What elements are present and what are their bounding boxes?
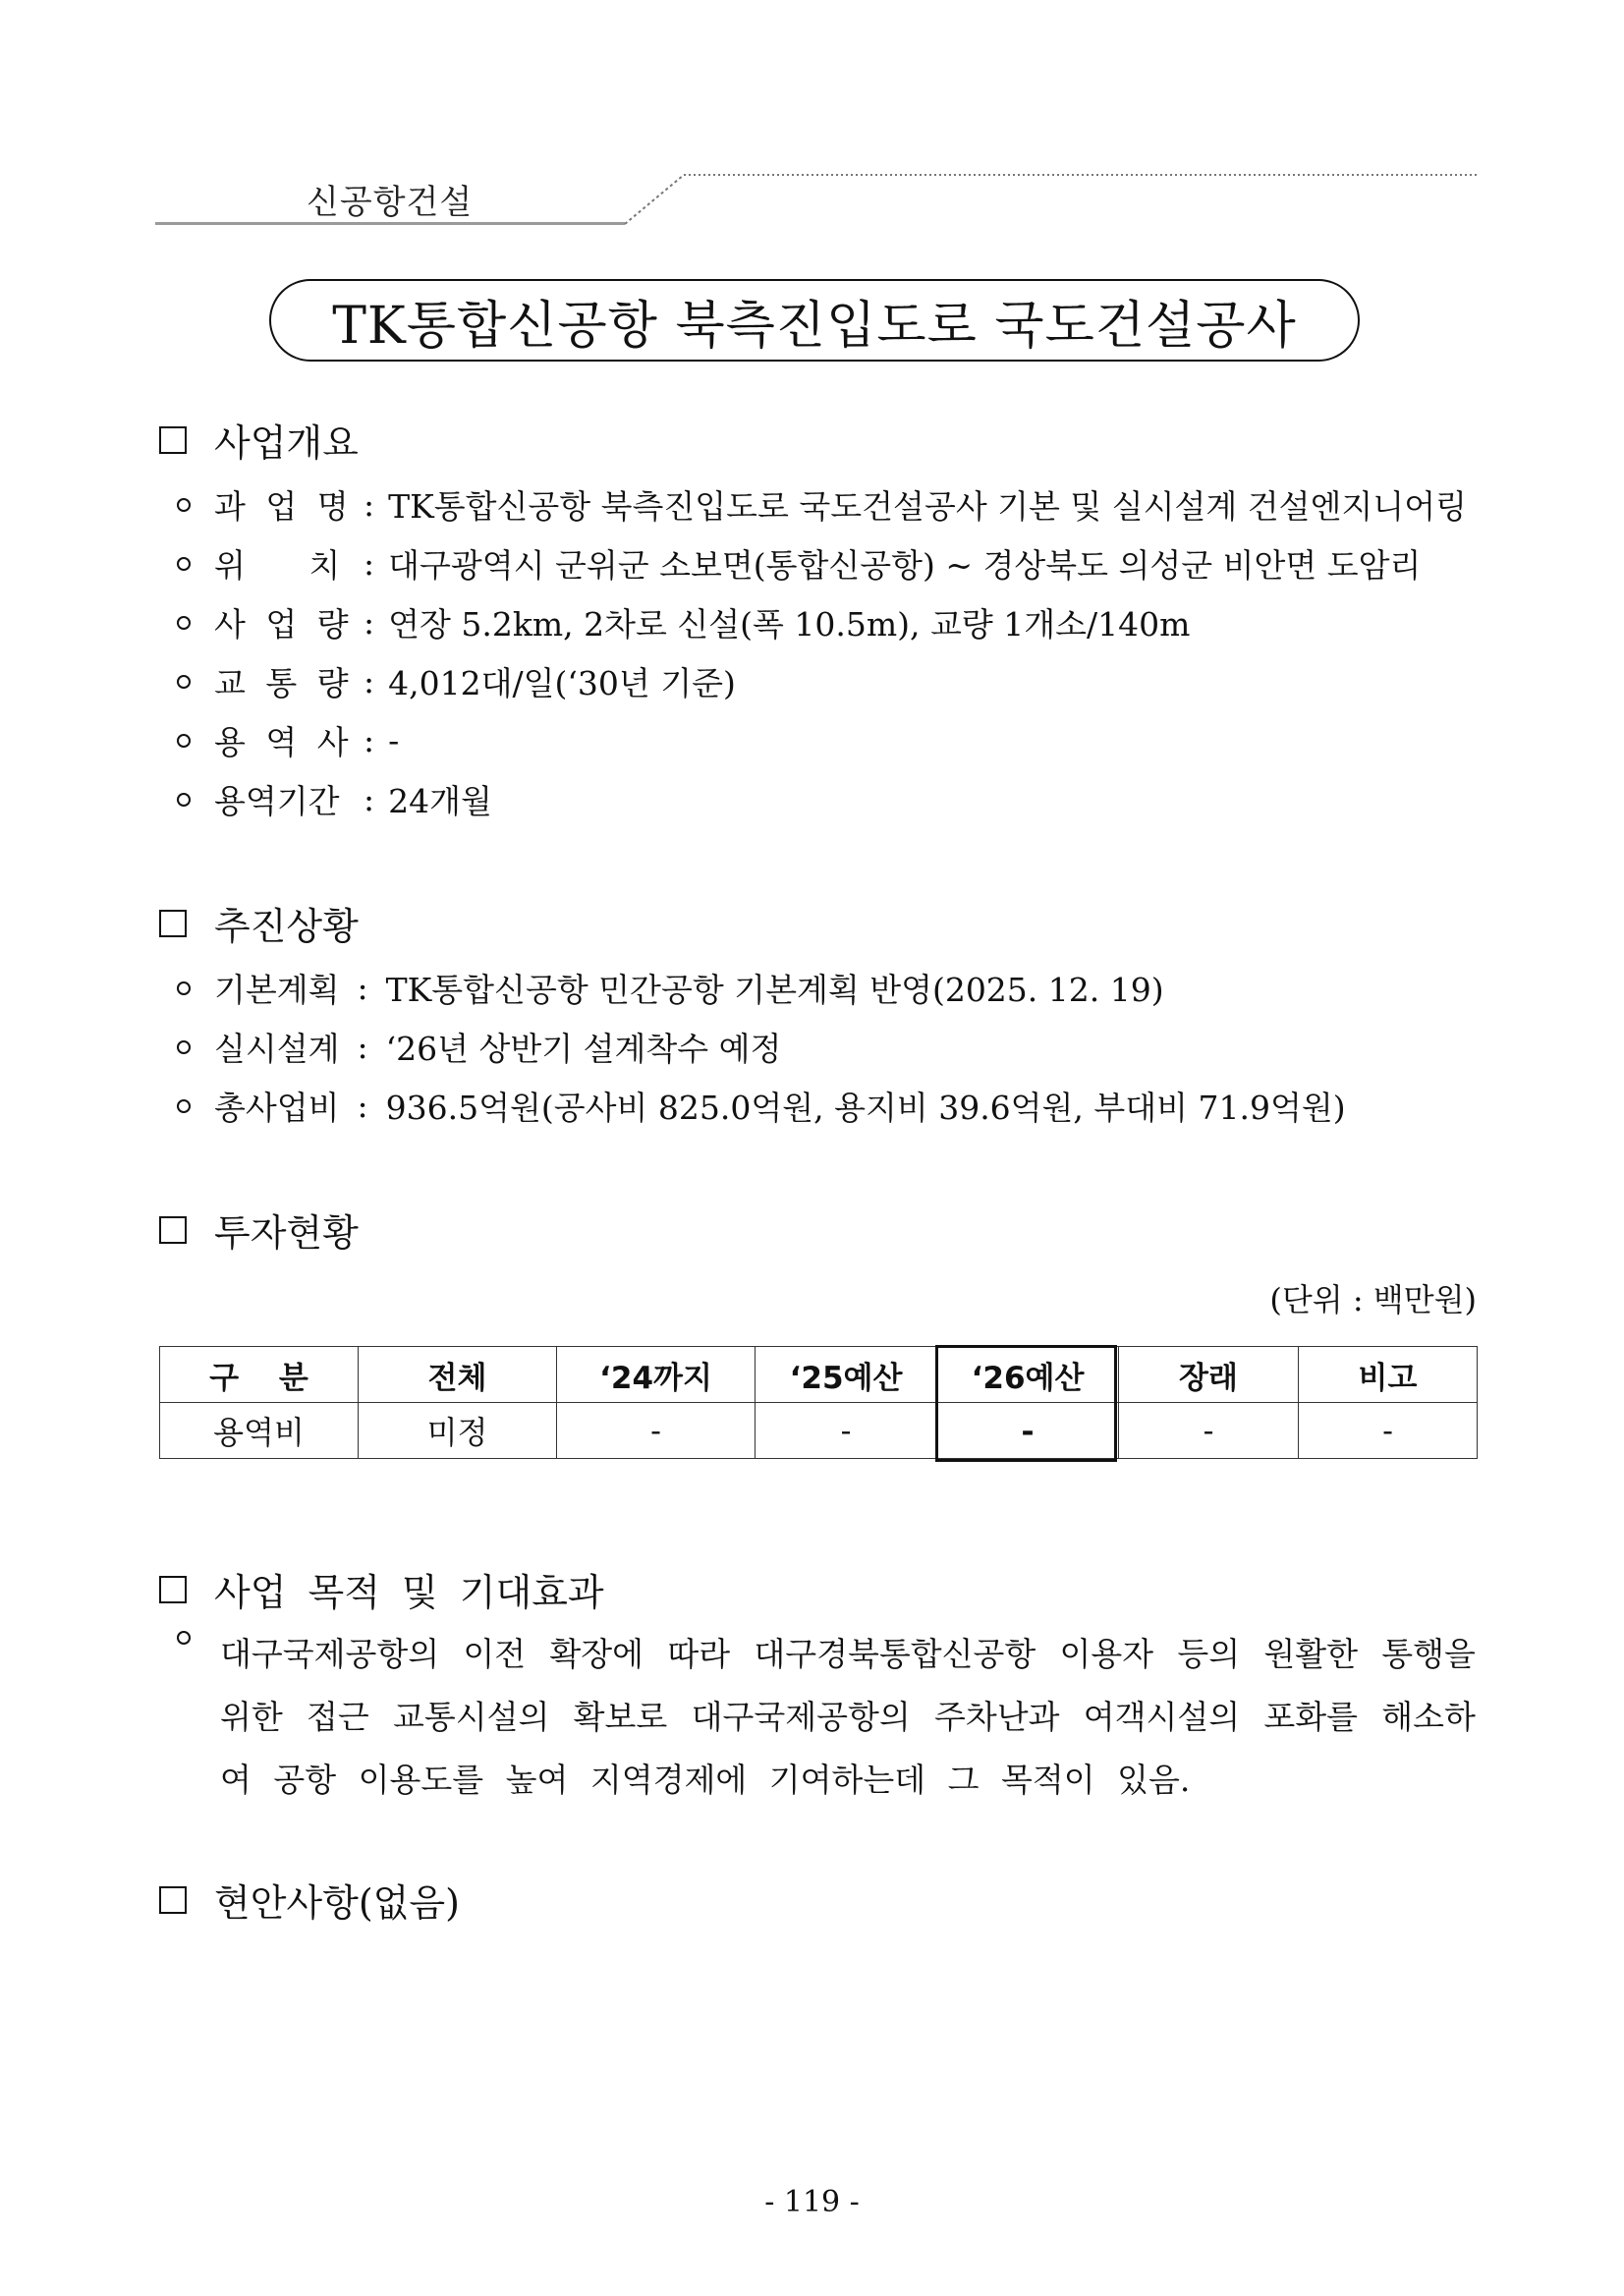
table-cell: 미정 <box>359 1403 557 1459</box>
purpose-word: 여객시설의 <box>1083 1698 1241 1736</box>
overview-item <box>177 540 1421 587</box>
table-header-cell: ‘26예산 <box>937 1347 1119 1403</box>
purpose-word: 해소하 <box>1381 1698 1476 1736</box>
table-header-cell: 장래 <box>1119 1347 1299 1403</box>
purpose-word: 확보로 <box>573 1698 668 1736</box>
circle-bullet-icon <box>177 498 191 512</box>
table-header-cell: 구 분 <box>160 1347 359 1403</box>
section-purpose-heading <box>159 1562 604 1616</box>
purpose-word: 이전 <box>463 1635 527 1673</box>
table-cell: - <box>756 1403 937 1459</box>
investment-table <box>159 1346 1478 1459</box>
item-value: 4,012대/일(‘30년 기준) <box>388 664 736 702</box>
item-label: 실시설계 <box>214 1030 340 1068</box>
section-heading-text: 사업개요 <box>214 421 359 465</box>
table-cell: - <box>557 1403 756 1459</box>
purpose-word: 따라 <box>667 1635 731 1673</box>
circle-bullet-icon <box>177 734 191 748</box>
table-cell: - <box>1119 1403 1299 1459</box>
checkbox-square-icon <box>159 910 187 937</box>
table-cell: 용역비 <box>160 1403 359 1459</box>
header-decoration <box>619 167 1484 228</box>
item-label: 사 업 량 <box>214 605 354 644</box>
purpose-word: 주차난과 <box>933 1698 1060 1736</box>
colon: : <box>357 969 368 1007</box>
circle-bullet-icon <box>177 616 191 630</box>
overview-item <box>177 599 1190 645</box>
purpose-word: 대구국제공항의 <box>691 1698 911 1736</box>
purpose-word: 포화를 <box>1263 1698 1359 1736</box>
colon: : <box>364 662 375 700</box>
item-label: 과 업 명 <box>214 487 354 526</box>
section-issues-heading <box>159 1873 460 1927</box>
section-investment-heading <box>159 1203 359 1257</box>
item-label: 기본계획 <box>214 971 340 1009</box>
overview-item <box>177 717 399 763</box>
item-value: 대구광역시 군위군 소보면(통합신공항) ~ 경상북도 의성군 비안면 도암리 <box>388 546 1422 585</box>
circle-bullet-icon <box>177 1099 191 1113</box>
item-value: - <box>388 721 400 759</box>
section-overview-heading <box>159 413 359 467</box>
section-heading-text: 사업 목적 및 기대효과 <box>214 1571 604 1614</box>
header-section-name: 신공항건설 <box>307 183 474 222</box>
purpose-line <box>220 1629 1476 1675</box>
item-value: TK통합신공항 북측진입도로 국도건설공사 기본 및 실시설계 건설엔지니어링 <box>388 487 1467 526</box>
table-unit-note: (단위 : 백만원) <box>1269 1281 1477 1318</box>
circle-bullet-icon <box>177 1631 191 1645</box>
page-number: - 119 - <box>764 2185 860 2219</box>
section-heading-text: 투자현황 <box>214 1211 359 1255</box>
table-cell: - <box>937 1403 1119 1459</box>
item-label: 위 치 <box>214 546 341 585</box>
table-header-cell: ‘24까지 <box>557 1347 756 1403</box>
section-heading-text: 현안사항(없음) <box>214 1881 460 1925</box>
document-title: TK통합신공항 북측진입도로 국도건설공사 <box>332 296 1297 356</box>
colon: : <box>364 485 375 524</box>
colon: : <box>364 780 375 818</box>
purpose-word: 접근 <box>307 1698 369 1736</box>
table-cell: - <box>1299 1403 1478 1459</box>
purpose-word: 교통시설의 <box>393 1698 550 1736</box>
checkbox-square-icon <box>159 1576 187 1603</box>
purpose-line <box>220 1692 1476 1738</box>
colon: : <box>364 544 375 583</box>
checkbox-square-icon <box>159 1886 187 1914</box>
checkbox-square-icon <box>159 426 187 454</box>
purpose-word: 확장에 <box>549 1635 644 1673</box>
section-progress-heading <box>159 896 359 950</box>
colon: : <box>364 603 375 642</box>
purpose-word: 위한 <box>220 1698 283 1736</box>
progress-item <box>177 1083 1346 1129</box>
circle-bullet-icon <box>177 981 191 995</box>
table-row <box>160 1403 1478 1459</box>
circle-bullet-icon <box>177 675 191 689</box>
item-label: 교 통 량 <box>214 664 354 702</box>
purpose-word: 등의 <box>1177 1635 1241 1673</box>
overview-item <box>177 776 492 822</box>
colon: : <box>364 721 375 759</box>
progress-item <box>177 1024 781 1070</box>
section-heading-text: 추진상황 <box>214 905 359 948</box>
item-label: 총사업비 <box>214 1089 340 1127</box>
item-value: TK통합신공항 민간공항 기본계획 반영(2025. 12. 19) <box>385 971 1164 1009</box>
circle-bullet-icon <box>177 557 191 571</box>
circle-bullet-icon <box>177 1040 191 1054</box>
item-value: 연장 5.2km, 2차로 신설(폭 10.5m), 교량 1개소/140m <box>388 605 1191 644</box>
table-header-cell: 비고 <box>1299 1347 1478 1403</box>
table-header-cell: 전체 <box>359 1347 557 1403</box>
item-value: 936.5억원(공사비 825.0억원, 용지비 39.6억원, 부대비 71.9억원) <box>385 1089 1346 1127</box>
item-label: 용역기간 <box>214 782 340 820</box>
header-underline <box>155 222 625 225</box>
progress-item <box>177 965 1164 1011</box>
purpose-word: 원활한 <box>1263 1635 1359 1673</box>
table-header-cell: ‘25예산 <box>756 1347 937 1403</box>
item-value: 24개월 <box>388 782 492 820</box>
overview-item <box>177 481 1467 528</box>
title-box <box>269 279 1360 362</box>
item-label: 용 역 사 <box>214 723 354 761</box>
purpose-word: 대구국제공항의 <box>220 1635 440 1673</box>
purpose-word: 이용자 <box>1059 1635 1154 1673</box>
colon: : <box>357 1028 368 1066</box>
table-header-row <box>160 1347 1478 1403</box>
colon: : <box>357 1087 368 1125</box>
checkbox-square-icon <box>159 1216 187 1244</box>
purpose-line: 여 공항 이용도를 높여 지역경제에 기여하는데 그 목적이 있음. <box>220 1761 1191 1799</box>
purpose-word: 통행을 <box>1381 1635 1476 1673</box>
purpose-word: 대구경북통합신공항 <box>754 1635 1036 1673</box>
purpose-bullet <box>177 1631 214 1645</box>
overview-item <box>177 658 736 704</box>
item-value: ‘26년 상반기 설계착수 예정 <box>385 1030 782 1068</box>
circle-bullet-icon <box>177 793 191 807</box>
